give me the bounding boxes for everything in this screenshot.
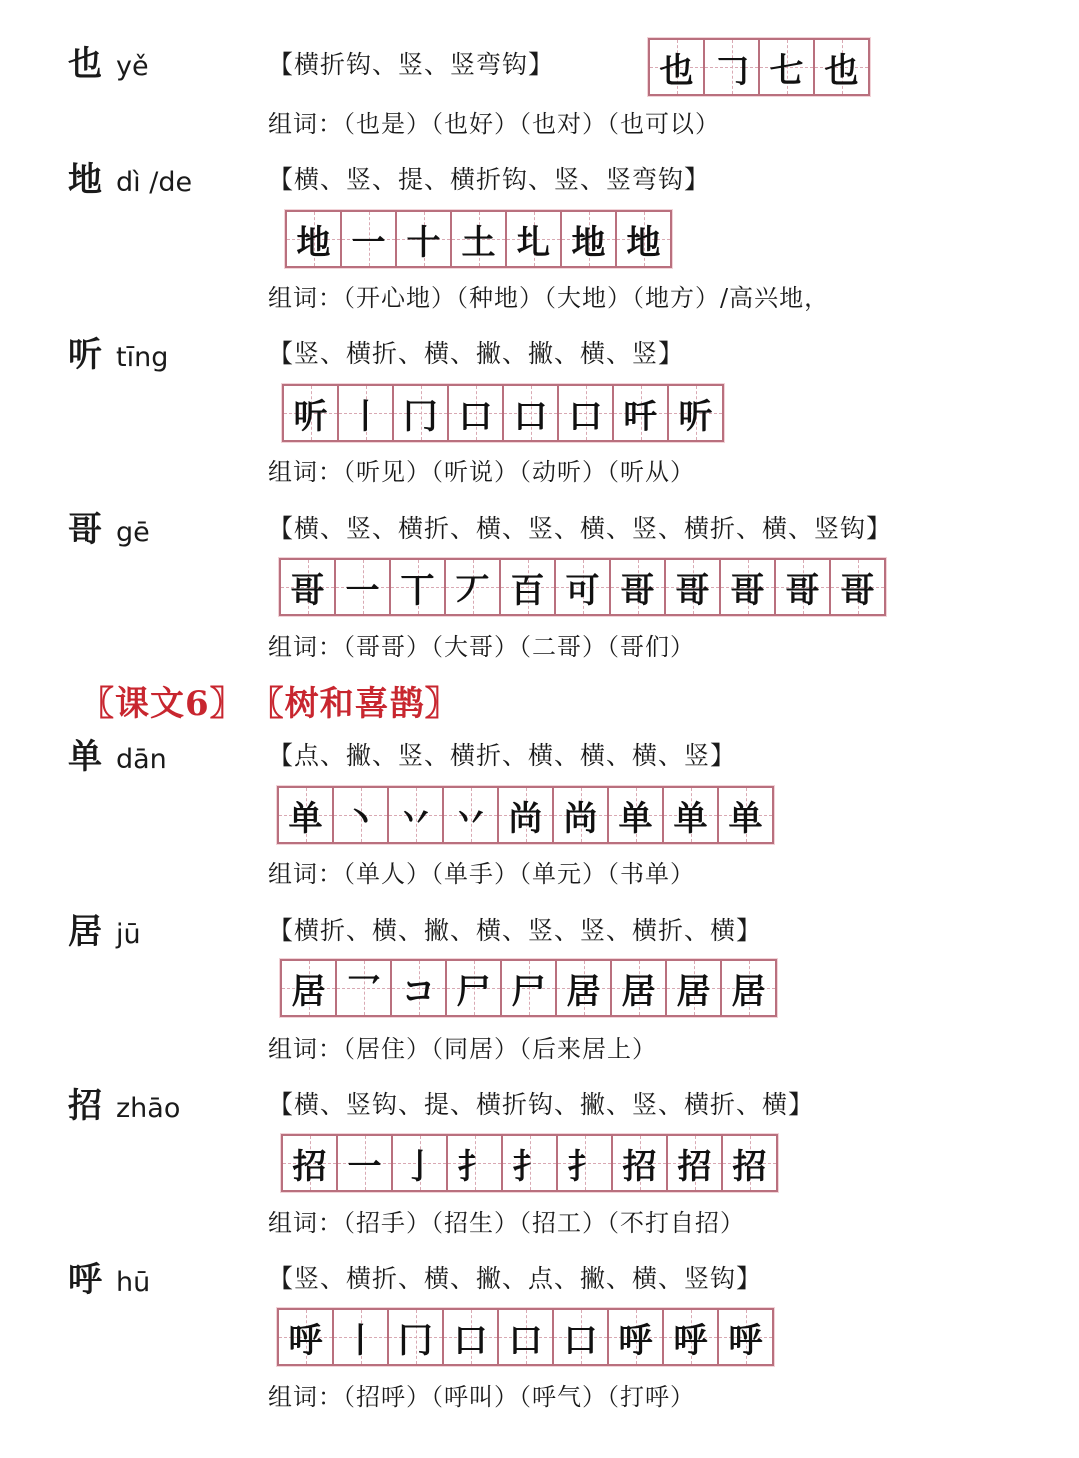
stroke-step-cell [669, 386, 722, 440]
stroke-step-cell [397, 212, 452, 266]
word-examples [268, 107, 720, 141]
stroke-step-glyph: 冂 [403, 396, 438, 437]
pinyin: hū [116, 1267, 151, 1298]
stroke-step-cell [554, 788, 609, 842]
stroke-step-glyph: 居 [731, 971, 766, 1012]
stroke-step-cell [504, 386, 559, 440]
entry-ye-heading [68, 44, 149, 87]
stroke-step-glyph: 招 [677, 1146, 712, 1187]
words-list: （哥哥）（大哥）（二哥）（哥们） [343, 633, 695, 661]
stroke-step-glyph: 也 [824, 50, 859, 91]
stroke-step-glyph: 扌 [457, 1146, 492, 1187]
stroke-step-glyph: 七 [769, 50, 804, 91]
stroke-step-glyph: 呼 [728, 1320, 763, 1361]
stroke-step-cell [283, 1136, 338, 1190]
entry-ge-heading [68, 510, 150, 553]
stroke-step-glyph: 居 [566, 971, 601, 1012]
stroke-grid [277, 786, 774, 844]
words-label: 组词： [268, 458, 343, 486]
stroke-step-cell [559, 386, 614, 440]
stroke-step-cell [705, 40, 760, 94]
entry-di-heading [68, 160, 192, 203]
stroke-step-glyph: 听 [293, 396, 328, 437]
stroke-step-cell [557, 961, 612, 1015]
stroke-order-text: 【横折钩、竖、竖弯钩】 [268, 50, 555, 79]
stroke-step-cell [502, 961, 557, 1015]
stroke-step-glyph: 呼 [618, 1320, 653, 1361]
words-label: 组词： [268, 110, 343, 138]
stroke-step-glyph: 圠 [516, 222, 551, 263]
stroke-step-cell [562, 212, 617, 266]
stroke-step-cell [338, 1136, 393, 1190]
pinyin: yě [116, 51, 149, 82]
stroke-step-glyph: 尸 [456, 971, 491, 1012]
stroke-step-glyph: 哥 [290, 570, 325, 611]
stroke-step-glyph: 呼 [288, 1320, 323, 1361]
stroke-step-glyph: 口 [568, 396, 603, 437]
stroke-step-glyph: 一 [345, 570, 380, 611]
stroke-step-glyph: 单 [673, 798, 708, 839]
word-examples [268, 455, 695, 489]
stroke-step-cell [339, 386, 394, 440]
stroke-order-text: 【竖、横折、横、撇、撇、横、竖】 [268, 339, 685, 368]
stroke-step-cell [391, 560, 446, 614]
pinyin: jū [116, 919, 141, 950]
stroke-step-cell [284, 386, 339, 440]
stroke-step-cell [650, 40, 705, 94]
stroke-step-cell [447, 961, 502, 1015]
stroke-step-glyph: 招 [292, 1146, 327, 1187]
words-list: （居住）（同居）（后来居上） [343, 1035, 657, 1063]
stroke-step-cell [723, 1136, 776, 1190]
stroke-order-text: 【横折、横、撇、横、竖、竖、横折、横】 [268, 916, 763, 945]
stroke-step-glyph: 口 [563, 1320, 598, 1361]
stroke-step-cell [556, 560, 611, 614]
words-label: 组词： [268, 1383, 343, 1411]
stroke-step-cell [499, 788, 554, 842]
stroke-step-glyph: 单 [288, 798, 323, 839]
head-character: 哥 [68, 510, 102, 550]
stroke-step-glyph: コ [401, 971, 436, 1012]
stroke-step-cell [664, 788, 719, 842]
stroke-step-glyph: 扌 [567, 1146, 602, 1187]
stroke-step-cell [760, 40, 815, 94]
lesson-number: 〖课文6〗 [80, 684, 245, 724]
stroke-step-glyph: 丅 [400, 570, 435, 611]
stroke-step-glyph: 乛 [346, 971, 381, 1012]
stroke-step-cell [392, 961, 447, 1015]
stroke-step-cell [611, 560, 666, 614]
stroke-step-cell [393, 1136, 448, 1190]
stroke-step-cell [776, 560, 831, 614]
stroke-step-glyph: 口 [513, 396, 548, 437]
stroke-step-glyph: 居 [621, 971, 656, 1012]
stroke-step-cell [449, 386, 504, 440]
stroke-step-cell [722, 961, 775, 1015]
stroke-step-cell [282, 961, 337, 1015]
stroke-step-glyph: 可 [565, 570, 600, 611]
stroke-step-glyph: 丨 [348, 396, 383, 437]
stroke-step-cell [666, 560, 721, 614]
entry-zhao-heading [68, 1086, 180, 1129]
stroke-step-glyph: 地 [626, 222, 661, 263]
stroke-order-text: 【横、竖钩、提、横折钩、撇、竖、横折、横】 [268, 1090, 815, 1119]
stroke-step-cell [499, 1310, 554, 1364]
head-character: 招 [68, 1086, 102, 1126]
stroke-step-cell [617, 212, 670, 266]
stroke-step-glyph: 单 [618, 798, 653, 839]
pinyin: zhāo [116, 1093, 181, 1124]
head-character: 居 [68, 912, 102, 952]
stroke-step-glyph: 一 [347, 1146, 382, 1187]
stroke-step-cell [287, 212, 342, 266]
stroke-grid [648, 38, 870, 96]
stroke-step-glyph: 居 [676, 971, 711, 1012]
stroke-grid [277, 1308, 774, 1366]
entry-dan-heading [68, 737, 167, 780]
stroke-step-glyph: 亅 [402, 1146, 437, 1187]
stroke-grid [281, 1134, 778, 1192]
lesson-header [80, 682, 482, 726]
entry-ju-heading [68, 912, 141, 955]
pinyin: gē [116, 517, 150, 548]
stroke-step-cell [501, 560, 556, 614]
head-character: 地 [68, 160, 102, 200]
words-label: 组词： [268, 860, 343, 888]
stroke-step-glyph: 口 [458, 396, 493, 437]
stroke-grid [285, 210, 672, 268]
stroke-step-cell [446, 560, 501, 614]
words-list: （招呼）（呼叫）（呼气）（打呼） [343, 1383, 695, 1411]
stroke-step-glyph: 一 [351, 222, 386, 263]
stroke-order-text: 【横、竖、横折、横、竖、横、竖、横折、横、竖钩】 [268, 514, 893, 543]
stroke-step-cell [507, 212, 562, 266]
stroke-step-cell [279, 788, 334, 842]
stroke-step-cell [558, 1136, 613, 1190]
stroke-step-cell [389, 788, 444, 842]
stroke-step-cell [664, 1310, 719, 1364]
stroke-step-cell [503, 1136, 558, 1190]
stroke-step-cell [721, 560, 776, 614]
stroke-step-cell [452, 212, 507, 266]
head-character: 呼 [68, 1260, 102, 1300]
head-character: 听 [68, 335, 102, 375]
stroke-step-glyph: 𠃌 [714, 50, 749, 91]
stroke-step-glyph: 哥 [730, 570, 765, 611]
stroke-step-glyph: 居 [291, 971, 326, 1012]
stroke-grid [280, 959, 777, 1017]
word-examples [268, 1032, 657, 1066]
stroke-step-glyph: 尸 [511, 971, 546, 1012]
stroke-step-cell [389, 1310, 444, 1364]
stroke-step-cell [444, 788, 499, 842]
stroke-step-glyph: 地 [571, 222, 606, 263]
stroke-step-cell [337, 961, 392, 1015]
stroke-step-cell [336, 560, 391, 614]
pinyin: dān [116, 744, 167, 775]
words-list: （也是）（也好）（也对）（也可以） [343, 110, 720, 138]
stroke-step-cell [334, 788, 389, 842]
stroke-step-glyph: 地 [296, 222, 331, 263]
stroke-step-glyph: 丷 [453, 798, 488, 839]
stroke-order-text: 【横、竖、提、横折钩、竖、竖弯钩】 [268, 165, 711, 194]
stroke-step-cell [815, 40, 868, 94]
lesson-title: 〖树和喜鹊〗 [266, 684, 460, 724]
stroke-step-cell [667, 961, 722, 1015]
word-examples [268, 1206, 745, 1240]
stroke-step-cell [668, 1136, 723, 1190]
pinyin: dì /de [116, 167, 193, 198]
stroke-step-glyph: 尚 [508, 798, 543, 839]
stroke-order-text: 【点、撇、竖、横折、横、横、横、竖】 [268, 741, 737, 770]
stroke-step-glyph: 冂 [398, 1320, 433, 1361]
head-character: 也 [68, 44, 102, 84]
stroke-step-glyph: 招 [732, 1146, 767, 1187]
words-label: 组词： [268, 284, 343, 312]
entry-hu-heading [68, 1260, 150, 1303]
stroke-step-cell [394, 386, 449, 440]
stroke-step-glyph: 听 [678, 396, 713, 437]
stroke-step-cell [342, 212, 397, 266]
stroke-step-cell [444, 1310, 499, 1364]
stroke-step-cell [613, 1136, 668, 1190]
stroke-step-glyph: 土 [461, 222, 496, 263]
stroke-step-cell [614, 386, 669, 440]
stroke-step-glyph: 哥 [675, 570, 710, 611]
stroke-step-cell [612, 961, 667, 1015]
stroke-step-glyph: 口 [508, 1320, 543, 1361]
words-label: 组词： [268, 1209, 343, 1237]
words-list: （听见）（听说）（动听）（听从） [343, 458, 695, 486]
stroke-step-cell [334, 1310, 389, 1364]
stroke-step-glyph: 丆 [455, 570, 490, 611]
stroke-step-glyph: 也 [659, 50, 694, 91]
stroke-step-glyph: 呼 [673, 1320, 708, 1361]
stroke-step-glyph: 单 [728, 798, 763, 839]
stroke-step-glyph: 口 [453, 1320, 488, 1361]
stroke-step-glyph: 尚 [563, 798, 598, 839]
stroke-step-glyph: 百 [510, 570, 545, 611]
stroke-step-glyph: 招 [622, 1146, 657, 1187]
stroke-step-cell [719, 788, 772, 842]
stroke-step-cell [281, 560, 336, 614]
stroke-step-cell [609, 788, 664, 842]
stroke-step-cell [279, 1310, 334, 1364]
stroke-grid [279, 558, 886, 616]
stroke-step-glyph: 扌 [512, 1146, 547, 1187]
stroke-grid [282, 384, 724, 442]
stroke-step-glyph: 哥 [785, 570, 820, 611]
word-examples [268, 1380, 695, 1414]
words-label: 组词： [268, 1035, 343, 1063]
words-list: （单人）（单手）（单元）（书单） [343, 860, 695, 888]
word-examples [268, 857, 695, 891]
stroke-step-glyph: 吀 [623, 396, 658, 437]
stroke-step-cell [831, 560, 884, 614]
word-examples [268, 630, 695, 664]
stroke-step-cell [609, 1310, 664, 1364]
head-character: 单 [68, 737, 102, 777]
entry-ting-heading [68, 335, 168, 378]
stroke-step-glyph: 丨 [343, 1320, 378, 1361]
stroke-order-text: 【竖、横折、横、撇、点、撇、横、竖钩】 [268, 1264, 763, 1293]
stroke-step-glyph: 哥 [840, 570, 875, 611]
stroke-step-glyph: 丷 [398, 798, 433, 839]
word-examples [268, 281, 829, 315]
stroke-step-cell [554, 1310, 609, 1364]
stroke-step-glyph: 丶 [343, 798, 378, 839]
stroke-step-cell [719, 1310, 772, 1364]
words-list: （开心地）（种地）（大地）（地方）/高兴地， [343, 284, 830, 312]
stroke-step-cell [448, 1136, 503, 1190]
words-label: 组词： [268, 633, 343, 661]
pinyin: tīng [116, 342, 169, 373]
stroke-step-glyph: 十 [406, 222, 441, 263]
stroke-step-glyph: 哥 [620, 570, 655, 611]
words-list: （招手）（招生）（招工）（不打自招） [343, 1209, 745, 1237]
